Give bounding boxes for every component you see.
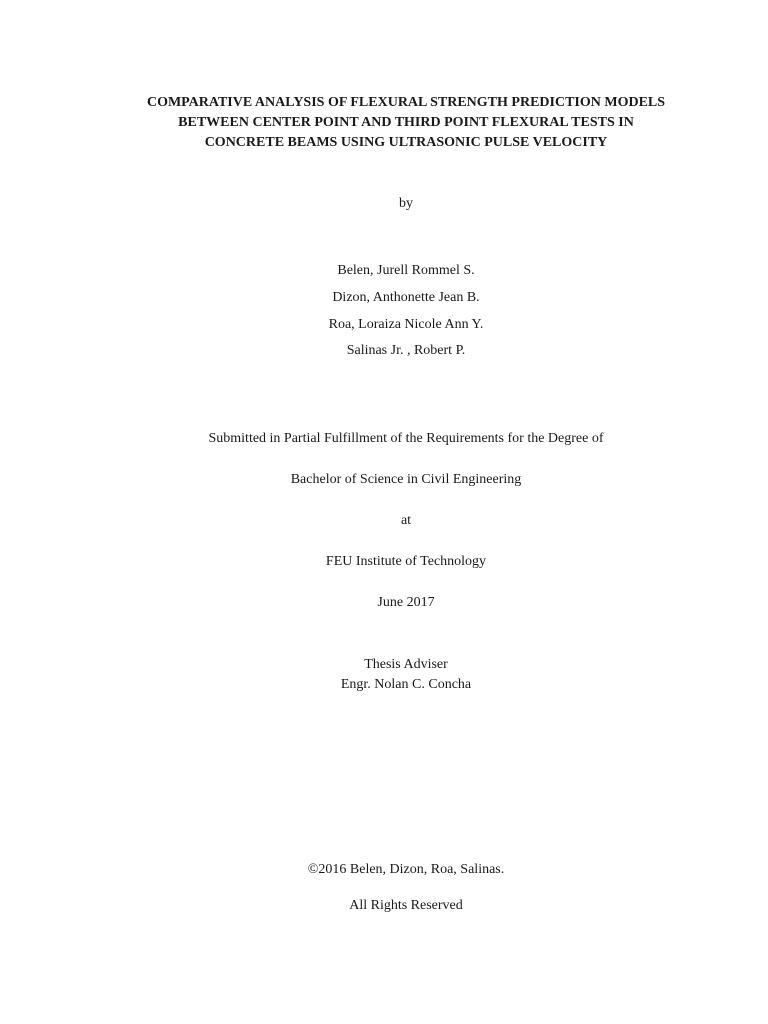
author-1: Belen, Jurell Rommel S.: [337, 263, 475, 278]
title-line-1: COMPARATIVE ANALYSIS OF FLEXURAL STRENGTH PREDICTION MODELS: [146, 95, 666, 110]
thesis-title: [0, 93, 768, 153]
adviser-name: Engr. Nolan C. Concha: [340, 677, 472, 692]
author-4: Salinas Jr. , Robert P.: [346, 343, 466, 358]
copyright-notice: ©2016 Belen, Dizon, Roa, Salinas.: [307, 862, 505, 877]
title-line-3: CONCRETE BEAMS USING ULTRASONIC PULSE VELOCITY: [204, 135, 608, 150]
by-label: by: [399, 196, 413, 211]
adviser-label: Thesis Adviser: [364, 657, 448, 672]
degree-name: Bachelor of Science in Civil Engineering: [290, 472, 522, 487]
submission-statement: Submitted in Partial Fulfillment of the Requirements for the Degree of: [208, 431, 604, 446]
institution-name: FEU Institute of Technology: [325, 554, 487, 569]
at-label: at: [400, 513, 412, 528]
submission-date: June 2017: [377, 595, 435, 610]
title-line-2: BETWEEN CENTER POINT AND THIRD POINT FLEXURAL TESTS IN: [178, 115, 634, 130]
author-2: Dizon, Anthonette Jean B.: [332, 290, 480, 305]
rights-reserved: All Rights Reserved: [349, 898, 463, 913]
author-3: Roa, Loraiza Nicole Ann Y.: [328, 317, 484, 332]
